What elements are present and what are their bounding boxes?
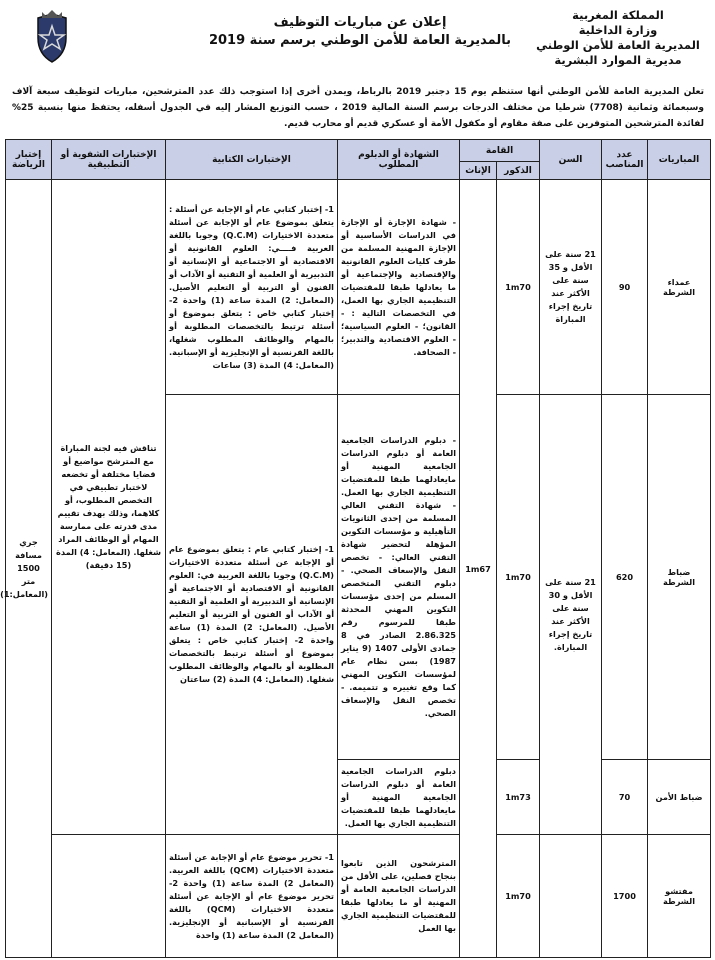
diploma-cell: دبلوم الدراسات الجامعية العامة أو دبلوم الدراسات الجامعية المهنية أو مايعادلهما طبقا للمقتضيات التنظيمية الجاري بها العمل.: [338, 760, 460, 835]
contest-cell: عمداء الشرطة: [648, 180, 711, 395]
oral-exam-cell: تناقش فيه لجنة المباراة مع المترشح مواضيع أو قضايا مختلفة أو تخضعه لاختبار تطبيقي في التخصص المطلوب، أو كلاهما، وذلك بهدف تقييم مدى قدرته على ممارسة المهام أو الوظائف المراد شغلها. (المعامل: 4) المدة (15 دقيقة): [52, 180, 166, 835]
positions-cell: 90: [602, 180, 648, 395]
header-diploma: الشهادة أو الدبلوم المطلوب: [338, 140, 460, 180]
header-males: الذكور: [497, 162, 540, 180]
org-line: المديرية العامة للأمن الوطني: [536, 38, 700, 52]
table-row: [6, 180, 711, 395]
sports-exam-cell: جري مسافة 1500 متر (المعامل:1): [6, 180, 52, 958]
diploma-cell: - دبلوم الدراسات الجامعية العامة أو دبلوم الدراسات الجامعية المهنية أو مايعادلهما طبقا للمقتضيات التنظيمية الجاري بها العمل. - شهادة التقني العالي المسلمة من إحدى الثانويات التأهيلية و مؤسسات التكوين المؤهلة لتحضير شهادة التقني العالي: - تخصص النقل والإسعاف الصحي. - دبلوم التقني المتخصص المسلم من إحدى مؤسسات التكوين المهني المحدثة طبقا للمرسوم رقم 2.86.325 الصادر في 8 جمادى الأولى 1407 (9 يناير 1987) بسن نظام عام لمؤسسات التكوين المهني كما وقع تغييره و تتميمه. - تخصص النقل والإسعاف الصحي.: [338, 395, 460, 760]
table-row: [6, 835, 711, 958]
header-contests: المباريات: [648, 140, 711, 180]
header-sports: إختبار الرياضة: [6, 140, 52, 180]
contest-cell: ضباط الشرطة: [648, 395, 711, 760]
header-oral: الإختبارات الشفوية أو التطبيقية: [52, 140, 166, 180]
org-line: مديرية الموارد البشرية: [554, 53, 682, 67]
age-cell: 21 سنة على الأقل و 30 سنة على الأكثر عند تاريخ إجراء المباراة.: [540, 395, 602, 835]
header-age: السن: [540, 140, 602, 180]
page-header: [0, 0, 715, 80]
org-line: المملكة المغربية: [572, 8, 664, 22]
header-written: الإختبارات الكتابية: [166, 140, 338, 180]
written-exam-cell: 1- إختبار كتابي عام : يتعلق بموضوع عام أو الإجابة عن أسئلة متعددة الاختيارات (Q.C.M) وجوبا باللغة العربية في: العلوم القانونية أو الاقتصادية أو الاجتماعية أو الإنسانية أو التدبيرية أو العلمية أو التقنية أو الآداب أو الفنون أو التربية أو التعليم الأصيل. (المعامل: 2) المدة (1) ساعة واحدة 2- إختبار كتابي خاص : يتعلق بموضوع أو أسئلة ترتبط بالتخصصات المطلوبة أو بالمهام والوظائف المطلوب شغلها. (المعامل: 4) المدة (2) ساعتان: [166, 395, 338, 835]
announcement-title: [200, 14, 520, 50]
positions-cell: 620: [602, 395, 648, 760]
header-females: الإناث: [460, 162, 497, 180]
written-exam-cell: 1- إختبار كتابي عام أو الإجابة عن أسئلة : يتعلق بموضوع عام أو الإجابة عن أسئلة متعددة الاختيارات (Q.C.M) وجوبا باللغة العربية فــــي: العلوم القانونية أو الاقتصادية أو الاجتماعية أو الإنسانية أو التدبيرية أو العلمية أو التقنية أو الآداب أو الفنون أو التربية أو التعليم الأصيل. (المعامل: 2) المدة ساعة (1) واحدة 2- إختبار كتابي خاص : يتعلق بموضوع أو أسئلة ترتبط بالتخصصات المطلوبة أو بالمهام والوظائف المطلوب شغلها، باللغة الفرنسية أو الإنجليزية أو الإسبانية. (المعامل: 4) المدة (3) ساعات: [166, 180, 338, 395]
positions-cell: 70: [602, 760, 648, 835]
contest-cell: ضباط الأمن: [648, 760, 711, 835]
contest-cell: مفتشو الشرطة: [648, 835, 711, 958]
org-line: وزارة الداخلية: [578, 23, 658, 37]
oral-empty-cell: [52, 835, 166, 958]
age-empty-cell: [540, 835, 602, 958]
male-height-cell: 1m70: [497, 835, 540, 958]
male-height-cell: 1m70: [497, 395, 540, 760]
title-line: إعلان عن مباريات التوظيف: [273, 15, 447, 30]
female-height-cell: 1m67: [460, 180, 497, 958]
diploma-cell: - شهادة الإجازة أو الإجازة في الدراسات الأساسية أو الإجازة المهنية المسلمة من طرف كليات العلوم القانونية والإقتصادية والإجتماعية أو ما يعادلها طبقا للمقتضيات التنظيمية الجاري بها العمل، في التخصصات التالية : - القانون؛ - العلوم السياسية؛ - العلوم الاقتصادية والتدبير؛ - الصحافة.: [338, 180, 460, 395]
diploma-cell: المترشحون الذين تابعوا بنجاح فصلين، على الأقل من الدراسات الجامعية العامة أو المهنية أو ما يعادلها طبقا للمقتضيات التنظيمية الجاري بها العمل: [338, 835, 460, 958]
title-line: بالمديرية العامة للأمن الوطني برسم سنة 2019: [208, 33, 512, 48]
male-height-cell: 1m73: [497, 760, 540, 835]
recruitment-table: [0, 139, 711, 958]
organization-block: [533, 8, 703, 68]
police-emblem-icon: [30, 8, 74, 64]
intro-paragraph: تعلن المديرية العامة للأمن الوطني أنها ستنظم يوم 15 دجنبر 2019 بالرباط، ويمدن أخرى إذا استوجب ذلك عدد المترشحين، مباريات لتوظيف سبعة آلاف وسبعمائة وثمانية (7708) شرطيا من مختلف الدرجات برسم السنة المالية 2019 ، حسب التوزيع المشار إليه في الجدول أسفله، يحتفظ منها بنسبة 25% لفائدة المترشحين المتوفرين على صفة مقاوم أو مكفول الأمة أو عسكري قديم أو محارب قديم.: [12, 87, 704, 129]
male-height-cell: 1m70: [497, 180, 540, 395]
age-cell: 21 سنة على الأقل و 35 سنة على الأكثر عند تاريخ إجراء المباراة: [540, 180, 602, 395]
header-height: القامة: [460, 140, 540, 162]
header-positions: عدد المناصب: [602, 140, 648, 180]
positions-cell: 1700: [602, 835, 648, 958]
written-exam-cell: 1- تحرير موضوع عام أو الإجابة عن أسئلة متعددة الاختيارات (QCM) باللغة العربية. (المعامل 2) المدة ساعة (1) واحدة 2- تحرير موضوع عام أو الإجابة عن أسئلة متعددة الاختيارات (QCM) باللغة الفرنسية أو الإسبانية أو الإنجليزية. (المعامل 2) المدة ساعة (1) واحدة: [166, 835, 338, 958]
